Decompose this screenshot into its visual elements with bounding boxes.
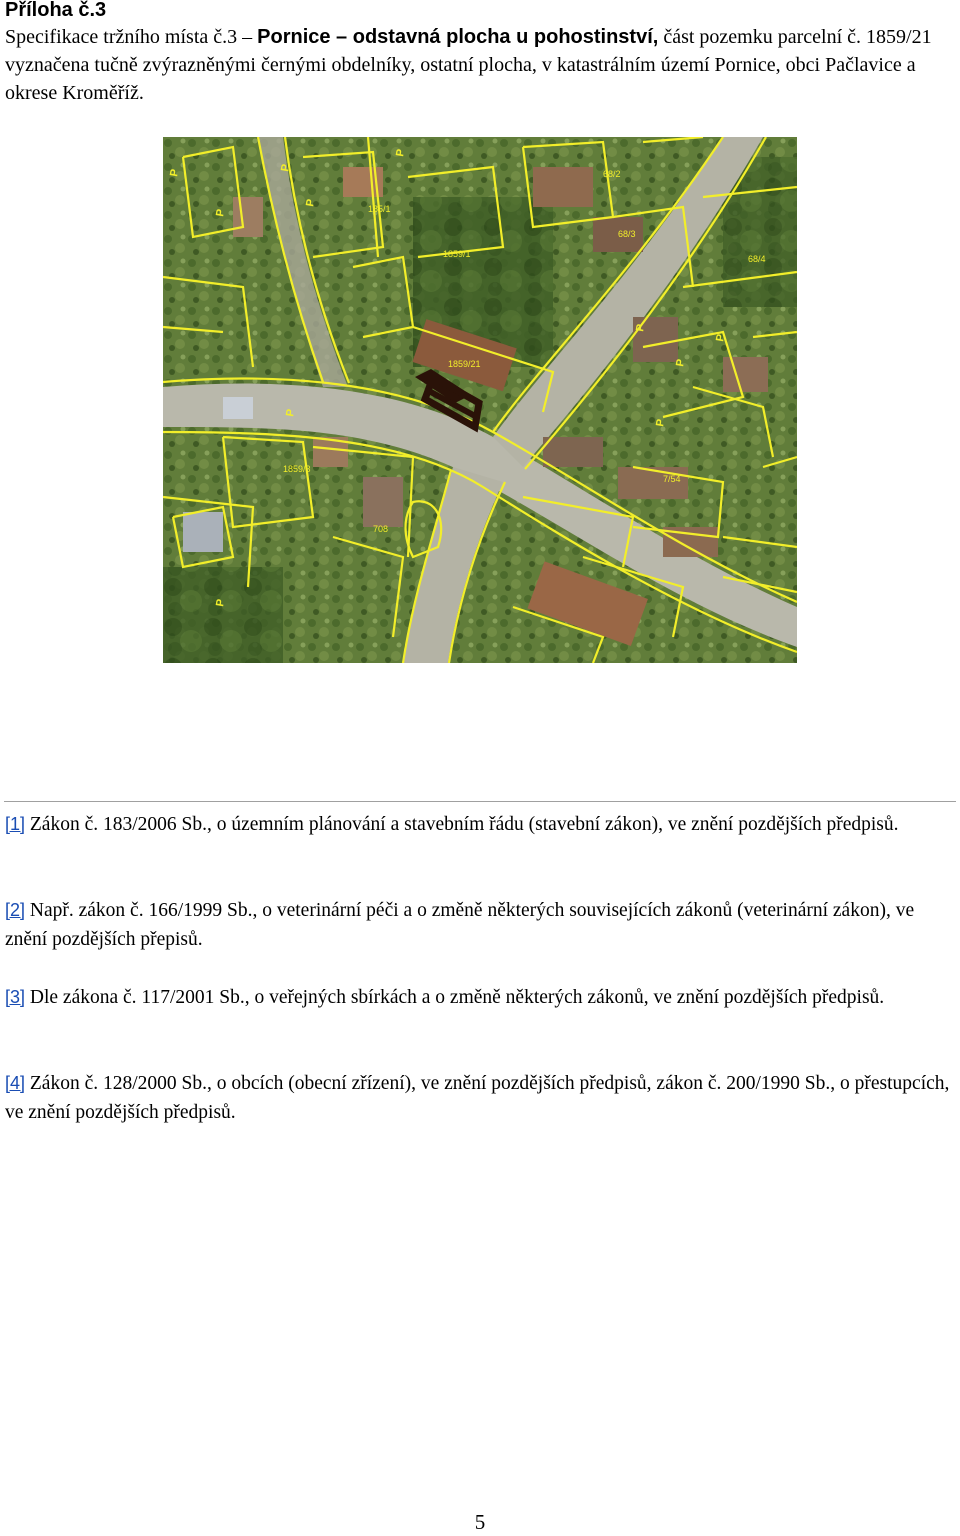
footnote-1 [5,810,950,839]
parcel-label: 68/2 [603,169,621,179]
parcel-label: 708 [373,524,389,534]
spec-rest: část pozemku parcelní č. 1859/21 vyznačena tučně zvýrazněnými černými obdelníky, ostatní plocha, v katastrálním území Pornice, obci Pačlavice a okrese Kroměříž. [5,26,932,104]
footnote-ref-1[interactable]: [1] [5,814,26,834]
svg-text:P: P [634,323,648,333]
spec-prefix: Specifikace tržního místa č.3 – [5,26,258,48]
footnote-text: Např. zákon č. 166/1999 Sb., o veterinární péči a o změně některých souvisejících zákonů (veterinární zákon), ve znění pozdějších přepisů. [5,900,915,950]
footnote-2 [5,896,950,954]
footnote-divider [4,801,956,802]
svg-text:P: P [394,148,408,158]
svg-text:P: P [304,198,318,208]
svg-text:P: P [279,163,293,173]
cadastral-aerial-map [163,137,797,663]
footnote-4 [5,1069,950,1127]
footnote-ref-3[interactable]: [3] [5,987,26,1007]
page-title: Příloha č.3 [5,0,107,21]
svg-text:P: P [674,358,688,368]
svg-text:P: P [714,333,728,343]
svg-text:P: P [214,208,228,218]
footnote-text: Dle zákona č. 117/2001 Sb., o veřejných sbírkách a o změně některých zákonů, ve znění pozdějších předpisů. [25,987,885,1008]
spec-bold-location: Pornice – odstavná plocha u pohostinství, [257,26,659,48]
footnote-ref-4[interactable]: [4] [5,1073,26,1093]
svg-text:P: P [214,598,228,608]
page-number: 5 [474,1510,486,1534]
map-graphic [163,137,797,663]
svg-text:P: P [654,418,668,428]
svg-text:P: P [168,168,182,178]
footnote-ref-2[interactable]: [2] [5,900,26,920]
parcel-label: 1859/1 [443,249,471,259]
parcel-label: 68/3 [618,229,636,239]
footnote-text: Zákon č. 183/2006 Sb., o územním plánování a stavebním řádu (stavební zákon), ve znění pozdějších předpisů. [25,814,899,835]
parcel-label: 7/54 [663,474,681,484]
specification-text [5,23,945,107]
parcel-label: 1859/3 [283,464,311,474]
svg-text:P: P [284,408,298,418]
footnote-text: Zákon č. 128/2000 Sb., o obcích (obecní zřízení), ve znění pozdějších předpisů, zákon č. 200/1990 Sb., o přestupcích, ve znění pozdějších předpisů. [5,1073,950,1123]
document-heading [5,0,945,107]
tree-cluster [163,567,283,663]
parcel-label: 1859/21 [448,359,481,369]
parcel-label: 68/4 [748,254,766,264]
parcel-label: 185/1 [368,204,391,214]
footnote-3 [5,983,950,1012]
